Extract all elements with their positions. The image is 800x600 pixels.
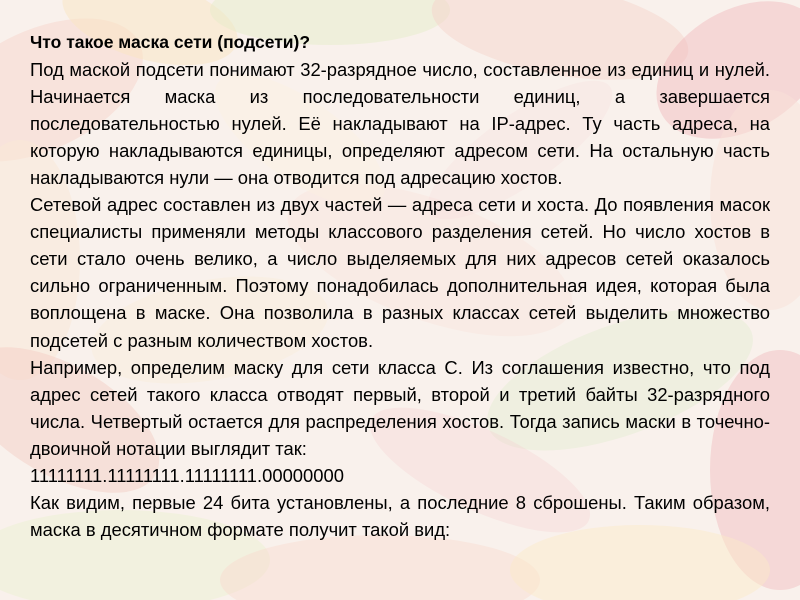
binary-mask-notation: 11111111.11111111.11111111.00000000: [30, 464, 344, 486]
paragraph-class-c-example: Например, определим маску для сети класса С. Из соглашения известно, что под адрес сетей такого класса отводят первый, второй и третий байты 32-разрядного числа. Четвертый остается для распределения хостов. Тогда запись маски в точечно-двоичной нотации выглядит так:: [30, 356, 770, 459]
slide-title: Что такое маска сети (подсети)?: [30, 32, 311, 52]
paragraph-mask-definition: Под маской подсети понимают 32-разрядное число, составленное из единиц и нулей. Начинается маска из последовательности единиц, а завершается последовательностью нулей. Её накладывают на IP-адрес. Ту часть адреса, на которую накладываются единицы, определяют адресом сети. На остальную часть накладываются нули — она отводится под адресацию хостов.: [30, 59, 770, 189]
paragraph-bits-explanation: Как видим, первые 24 бита установлены, а последние 8 сброшены. Таким образом, маска в десятичном формате получит такой вид:: [30, 491, 770, 540]
slide-text-content: [30, 29, 770, 543]
paragraph-network-address: Сетевой адрес составлен из двух частей — адреса сети и хоста. До появления масок специалисты применяли методы классового разделения сетей. Но число хостов в сети стало очень велико, а число выделяемых для них адресов сетей оказалось сильно ограниченным. Поэтому понадобилась дополнительная идея, которая была воплощена в маске. Она позволила в разных классах сетей выделить множество подсетей с разным количеством хостов.: [30, 194, 770, 351]
